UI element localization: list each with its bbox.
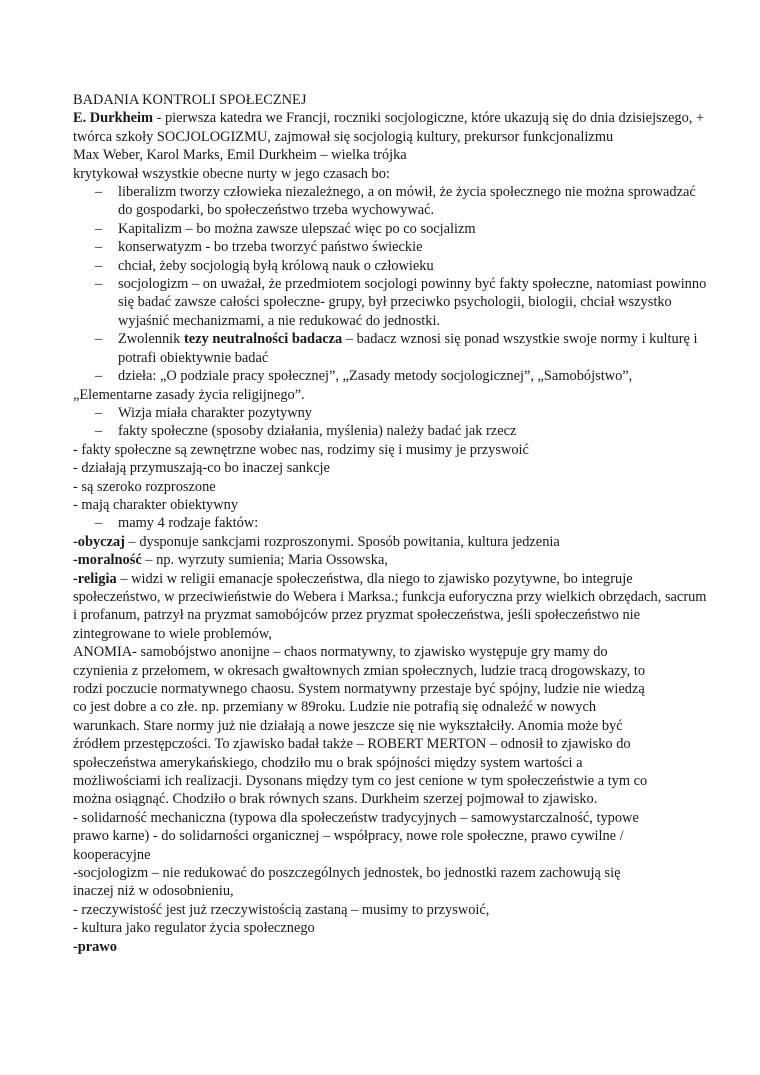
list-item-neutrality: – Zwolennik tezy neutralności badacza – badacz wznosi się ponad wszystkie swoje normy i kulturę i potrafi obiektywnie badać bbox=[95, 331, 698, 366]
anomia-line: możliwościami ich realizacji. Dysonans między tym co jest cenione w tym społeczeństwie a tym co bbox=[73, 773, 648, 790]
document-page bbox=[73, 91, 713, 956]
list-item: – Wizja miała charakter pozytywny bbox=[95, 404, 313, 421]
list-item-four-types: – mamy 4 rodzaje faktów: bbox=[95, 515, 259, 532]
fact-line: - mają charakter obiektywny bbox=[73, 496, 239, 513]
list-item-works: – dzieła: „O podziale pracy społecznej”, „Zasady metody socjologicznej”, „Samobójstwo”, bbox=[95, 368, 633, 385]
religia-paragraph: -religia – widzi w religii emanacje społeczeństwa, dla niego to zjawisko pozytywne, bo integruje społeczeństwo, w przeciwieństwie do Webera i Marksa.; funkcja euforyczna przy wielkich obrzędach, sacrum i profanum, patrzył na pryzmat samobójców przez pryzmat społeczeństwa, jeśli społeczeństwo nie zintegrowane to wiele problemów, bbox=[73, 570, 707, 642]
anomia-line: co jest dobre a co złe. np. przemiany w 89roku. Ludzie nie potrafią się odnaleźć w nowych bbox=[73, 699, 597, 716]
prawo-line: -prawo bbox=[73, 938, 117, 955]
fact-line: - działają przymuszają-co bo inaczej sankcje bbox=[73, 460, 330, 477]
solidarity-line: - solidarność mechaniczna (typowa dla społeczeństw tradycyjnych – samowystarczalność, typowe bbox=[73, 809, 639, 826]
anomia-line: czynienia z przełomem, w okresach gwałtownych zmian społecznych, ludzie tracą drogowskazy, to bbox=[73, 662, 646, 679]
list-item: – chciał, żeby socjologią byłą królową nauk o człowieku bbox=[95, 257, 434, 274]
anomia-line: można osiągnąć. Chodziło o brak równych szans. Durkheim szerzej pojmował to zjawisko. bbox=[73, 791, 598, 808]
anomia-line: rodzi poczucie normatywnego chaosu. System normatywny przestaje być spójny, ludzie nie wiedzą bbox=[73, 681, 645, 697]
anomia-line: źródłem przestępczości. To zjawisko badał także – ROBERT MERTON – odnosił to zjawisko do bbox=[73, 736, 631, 753]
culture-line: - kultura jako regulator życia społecznego bbox=[73, 920, 315, 937]
author-name: E. Durkheim bbox=[73, 110, 153, 127]
reality-line: - rzeczywistość jest już rzeczywistością zastaną – musimy to przyswoić, bbox=[73, 901, 490, 918]
intro-paragraph bbox=[73, 109, 713, 146]
trio-line: Max Weber, Karol Marks, Emil Durkheim – wielka trójka bbox=[73, 147, 407, 164]
sociologism-line: -socjologizm – nie redukować do poszczególnych jednostek, bo jednostki razem zachowują się bbox=[73, 865, 621, 882]
solidarity-line: prawo karne) - do solidarności organicznej – współpracy, nowe role społeczne, prawo cywilne / bbox=[73, 828, 624, 845]
list-item: – Kapitalizm – bo można zawsze ulepszać więc po co socjalizm bbox=[95, 220, 476, 237]
sociologism-line: inaczej niż w odosobnieniu, bbox=[73, 883, 234, 900]
anomia-line: ANOMIA- samobójstwo anonijne – chaos normatywny, to zjawisko występuje gry mamy do bbox=[73, 644, 608, 661]
criticism-line: krytykował wszystkie obecne nurty w jego czasach bo: bbox=[73, 165, 390, 182]
anomia-line: warunkach. Stare normy już nie działają a nowe jeszcze się nie wykształciły. Anomia może być bbox=[73, 717, 623, 734]
solidarity-line: kooperacyjne bbox=[73, 846, 151, 863]
list-item: – konserwatyzm - bo trzeba tworzyć państwo świeckie bbox=[95, 239, 423, 256]
fact-line: - fakty społeczne są zewnętrzne wobec nas, rodzimy się i musimy je przyswoić bbox=[73, 441, 529, 458]
list-item: – liberalizm tworzy człowieka niezależnego, a on mówił, że życia społecznego nie można sprowadzać do gospodarki, bo społeczeństwo trzeba wychowywać. bbox=[95, 184, 696, 219]
list-item: – socjologizm – on uważał, że przedmiotem socjologi powinny być fakty społeczne, natomiast powinno się badać zawsze całości społeczne- grupy, był przeciwko psychologii, biologii, chciał wszystko wyjaśnić mechanizmami, a nie redukować do jednostki. bbox=[95, 276, 707, 329]
moralnosc-line: -moralność – np. wyrzuty sumienia; Maria Ossowska, bbox=[73, 552, 388, 569]
anomia-line: społeczeństwa amerykańskiego, chodziło mu o brak spójności między system wartości a bbox=[73, 754, 583, 771]
list-item: – fakty społeczne (sposoby działania, myślenia) należy badać jak rzecz bbox=[95, 423, 517, 440]
works-continuation: „Elementarne zasady życia religijnego”. bbox=[73, 386, 305, 403]
intro-text: - pierwsza katedra we Francji, roczniki socjologiczne, które ukazują się do dnia dzisiejszego, + twórca szkoły SOCJOLOGIZMU, zajmował się socjologią kultury, prekursor funkcjonalizmu bbox=[73, 110, 705, 145]
document-title: BADANIA KONTROLI SPOŁECZNEJ bbox=[73, 92, 307, 108]
obyczaj-line: -obyczaj – dysponuje sankcjami rozproszonymi. Sposób powitania, kultura jedzenia bbox=[73, 533, 560, 550]
fact-line: - są szeroko rozproszone bbox=[73, 478, 216, 495]
